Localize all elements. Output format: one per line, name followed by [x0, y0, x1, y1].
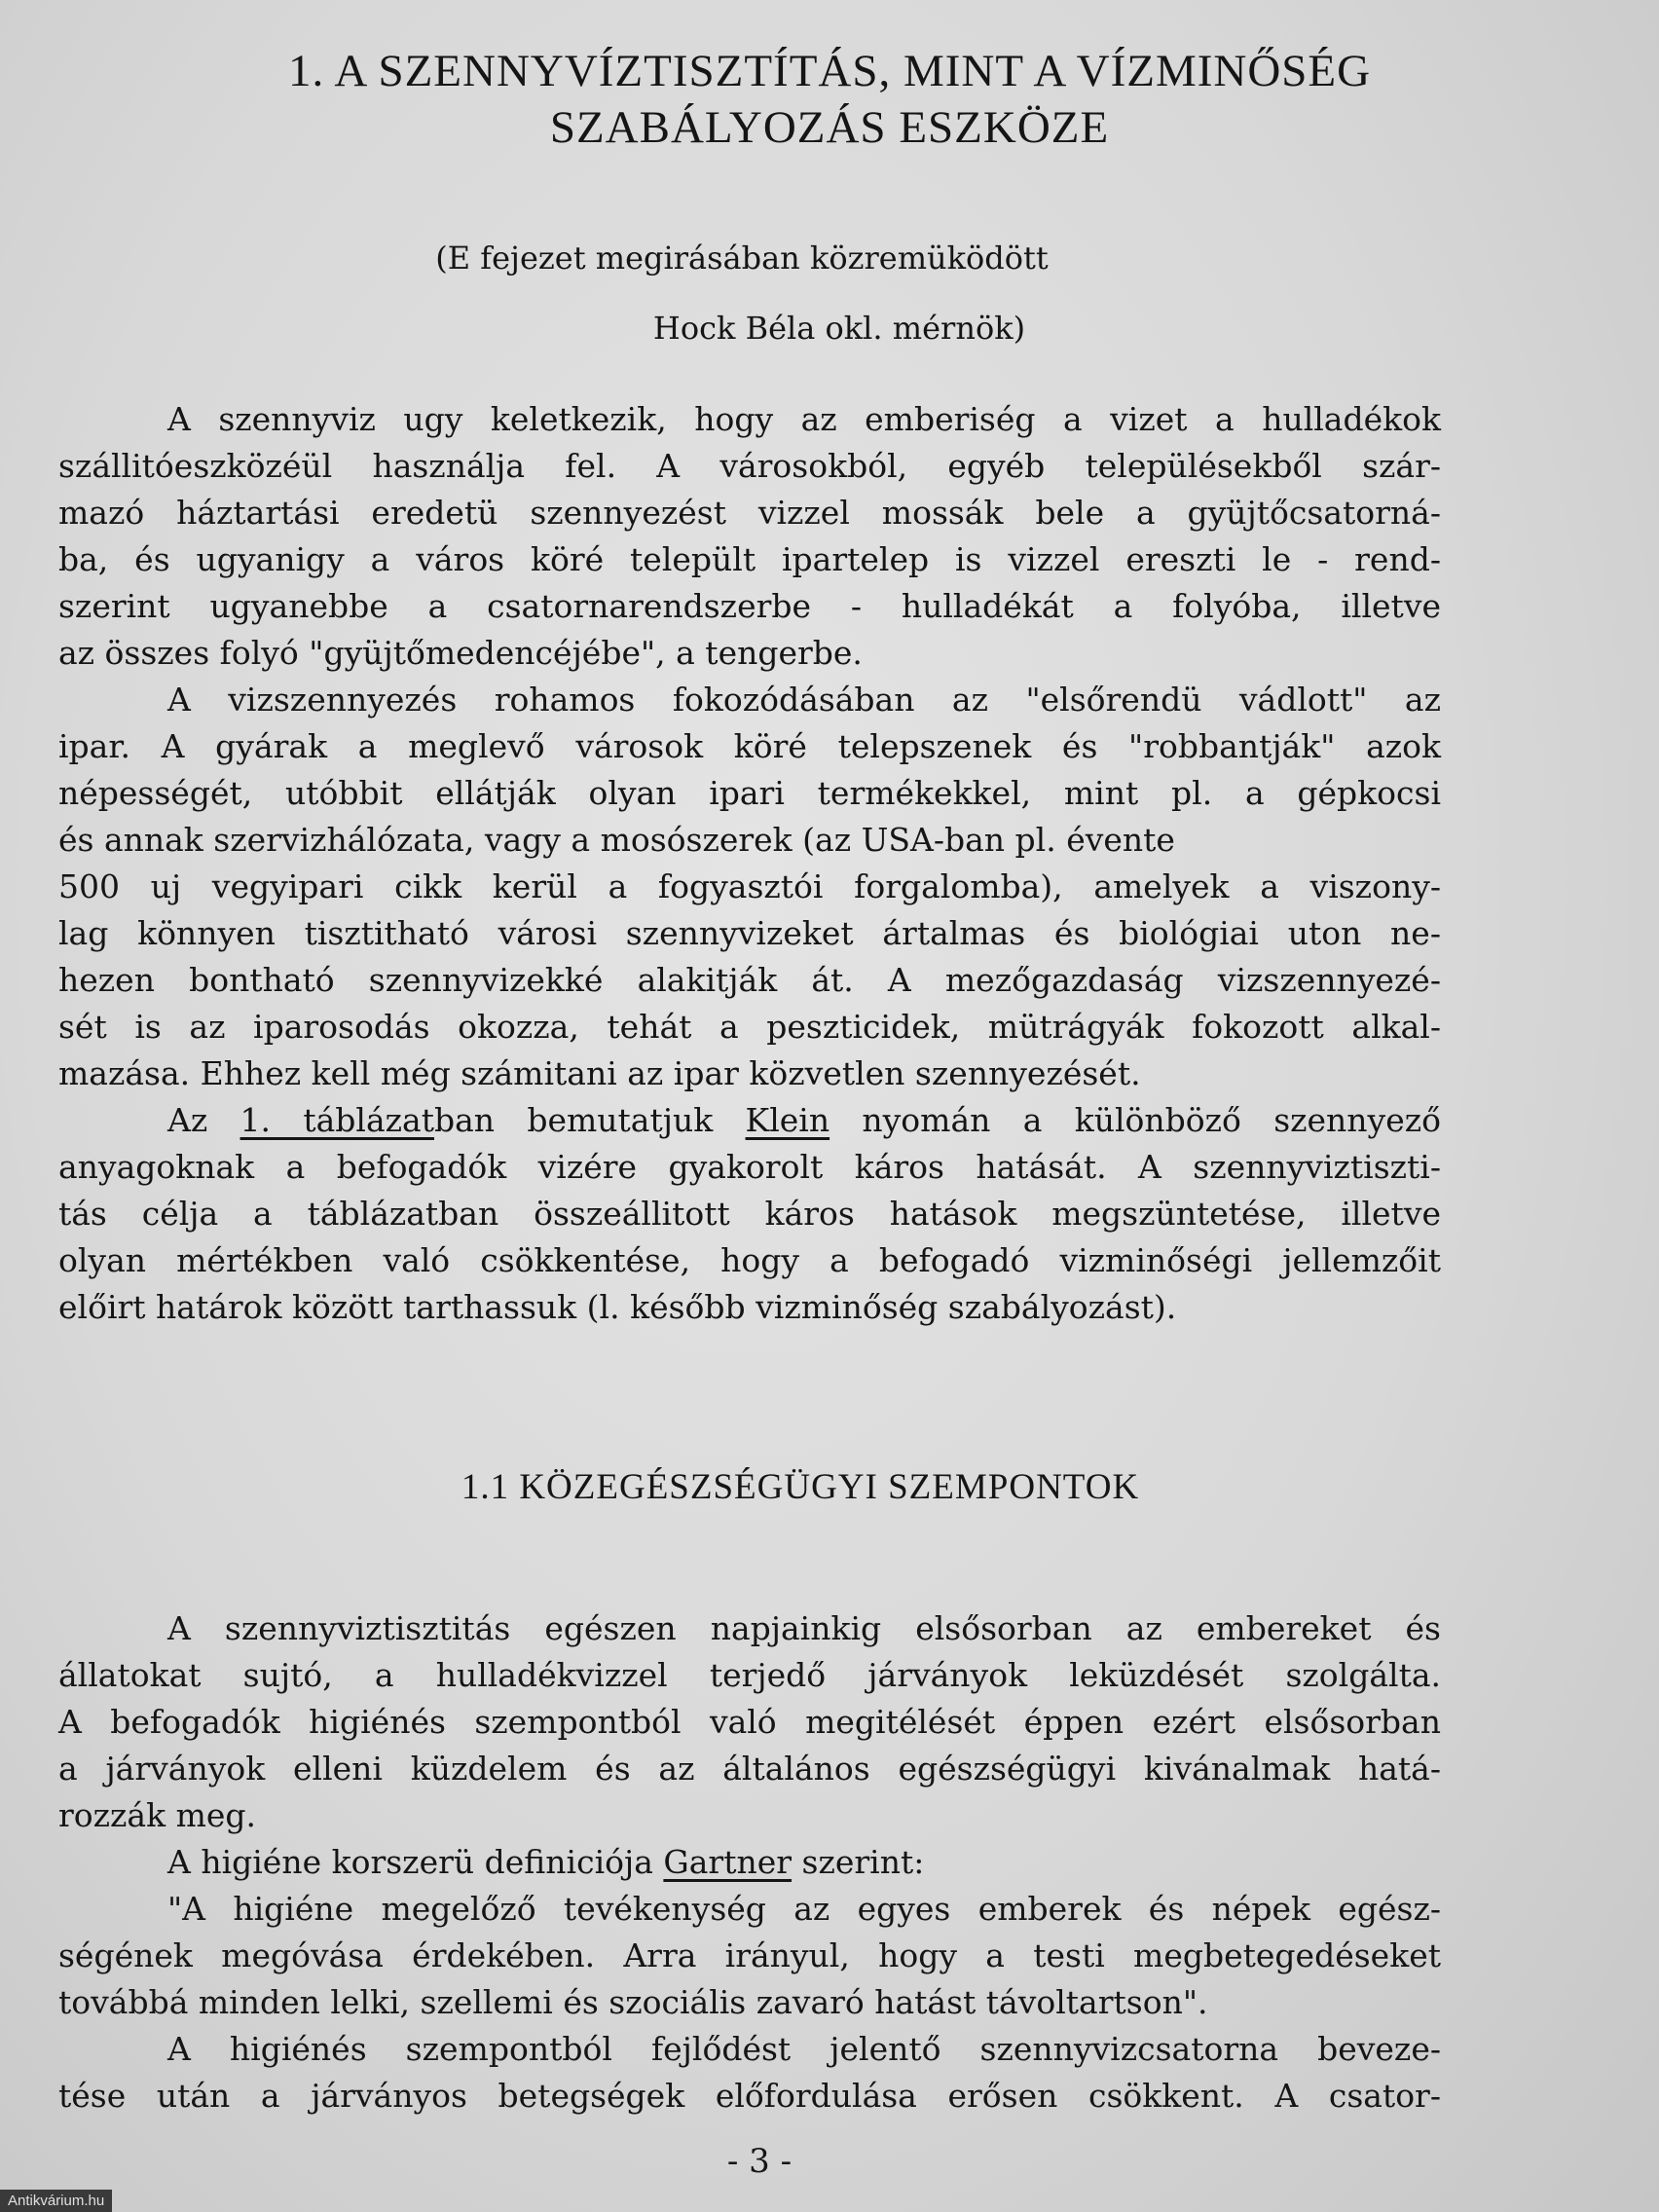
section-p1-line-2: állatokat sujtó, a hulladékvizzel terjedő járványok leküzdését szolgálta. — [58, 1656, 1441, 1694]
watermark-label: Antikvárium.hu — [0, 2190, 112, 2212]
intro-p2-line-8: sét is az iparosodás okozza, tehát a peszticidek, mütrágyák fokozott alkal- — [58, 1008, 1441, 1046]
section-p2-line-1 — [167, 1840, 1441, 1885]
section-p2-line-1-part-a: A higiéne korszerü definiciója — [167, 1843, 664, 1881]
intro-p1-line-1: A szennyviz ugy keletkezik, hogy az emberiség a vizet a hulladékok — [167, 400, 1441, 438]
chapter-credit-line-1: (E fejezet megirásában közremüködött — [435, 240, 1049, 276]
intro-p3-line-2: anyagoknak a befogadók vizére gyakorolt káros hatását. A szennyviztiszti- — [58, 1148, 1441, 1186]
intro-p2-line-4: és annak szervizhálózata, vagy a mosószerek (az USA-ban pl. évente — [58, 821, 1175, 859]
intro-p1-line-5: szerint ugyanebbe a csatornarendszerbe - hulladékát a folyóba, illetve — [58, 587, 1441, 625]
chapter-credit-line-2: Hock Béla okl. mérnök) — [652, 310, 1026, 347]
quote-line-2: ségének megóvása érdekében. Arra irányul, hogy a testi megbetegedéseket — [58, 1936, 1441, 1974]
table-reference: 1. táblázat — [240, 1101, 434, 1139]
quote-line-1: "A higiéne megelőző tevékenység az egyes emberek és népek egész- — [167, 1890, 1441, 1928]
intro-p1-line-2: szállitóeszközéül használja fel. A városokból, egyéb településekből szár- — [58, 447, 1441, 485]
section-p1-line-3: A befogadók higiénés szempontból való megitélését éppen ezért elsősorban — [58, 1703, 1441, 1741]
intro-p2-line-6: lag könnyen tisztitható városi szennyvizeket ártalmas és biológiai uton ne- — [58, 914, 1441, 952]
intro-p3-line-5: előirt határok között tarthassuk (l. később vizminőség szabályozást). — [58, 1288, 1177, 1326]
intro-p3-line-4: olyan mértékben való csökkentése, hogy a befogadó vizminőségi jellemzőit — [58, 1241, 1441, 1279]
intro-p3-line-1 — [167, 1098, 1441, 1143]
intro-p2-line-9: mazása. Ehhez kell még számitani az ipar közvetlen szennyezését. — [58, 1054, 1141, 1092]
intro-p2-line-1: A vizszennyezés rohamos fokozódásában az "elsőrendü vádlott" az — [167, 681, 1441, 719]
intro-p2-line-2: ipar. A gyárak a meglevő városok köré telepszenek és "robbantják" azok — [58, 727, 1441, 765]
author-reference-gartner: Gartner — [663, 1843, 793, 1881]
section-p1-line-4: a járványok elleni küzdelem és az általános egészségügyi kivánalmak hatá- — [58, 1750, 1441, 1788]
page-number: - 3 - — [726, 2142, 793, 2181]
intro-p2-line-3: népességét, utóbbit ellátják olyan ipari termékekkel, mint pl. a gépkocsi — [58, 774, 1441, 812]
intro-p2-line-5: 500 uj vegyipari cikk kerül a fogyasztói forgalomba), amelyek a viszony- — [58, 867, 1441, 905]
section-1-1-title: 1.1 KÖZEGÉSZSÉGÜGYI SZEMPONTOK — [461, 1467, 1140, 1507]
intro-p2-line-7: hezen bontható szennyvizekké alakitják át. A mezőgazdaság vizszennyezé- — [58, 961, 1441, 999]
section-p3-line-2: tése után a járványos betegségek előfordulása erősen csökkent. A csator- — [58, 2077, 1441, 2115]
intro-p3-line-3: tás célja a táblázatban összeállitott káros hatások megszüntetése, illetve — [58, 1195, 1441, 1233]
section-p2-line-1-part-c: szerint: — [792, 1843, 925, 1881]
intro-p1-line-3: mazó háztartási eredetü szennyezést vizzel mossák bele a gyüjtőcsatorná- — [58, 494, 1441, 532]
section-p1-line-5: rozzák meg. — [58, 1796, 257, 1834]
chapter-title-line-2: SZABÁLYOZÁS ESZKÖZE — [549, 102, 1110, 153]
intro-p3-line-1-part-a: Az — [167, 1101, 240, 1139]
author-reference-klein: Klein — [745, 1101, 830, 1139]
intro-p3-line-1-part-e: nyomán a különböző szennyező — [830, 1101, 1441, 1139]
intro-p1-line-4: ba, és ugyanigy a város köré települt ipartelep is vizzel ereszti le - rend- — [58, 540, 1441, 578]
section-p1-line-1: A szennyviztisztitás egészen napjainkig elsősorban az embereket és — [167, 1609, 1441, 1647]
intro-p3-line-1-part-c: ban bemutatjuk — [433, 1101, 746, 1139]
chapter-title-line-1: 1. A SZENNYVÍZTISZTÍTÁS, MINT A VÍZMINŐSÉG — [287, 46, 1372, 96]
intro-p1-line-6: az összes folyó "gyüjtőmedencéjébe", a tengerbe. — [58, 634, 863, 672]
section-p3-line-1: A higiénés szempontból fejlődést jelentő szennyvizcsatorna beveze- — [167, 2030, 1441, 2068]
quote-line-3: továbbá minden lelki, szellemi és szociális zavaró hatást távoltartson". — [58, 1983, 1208, 2021]
